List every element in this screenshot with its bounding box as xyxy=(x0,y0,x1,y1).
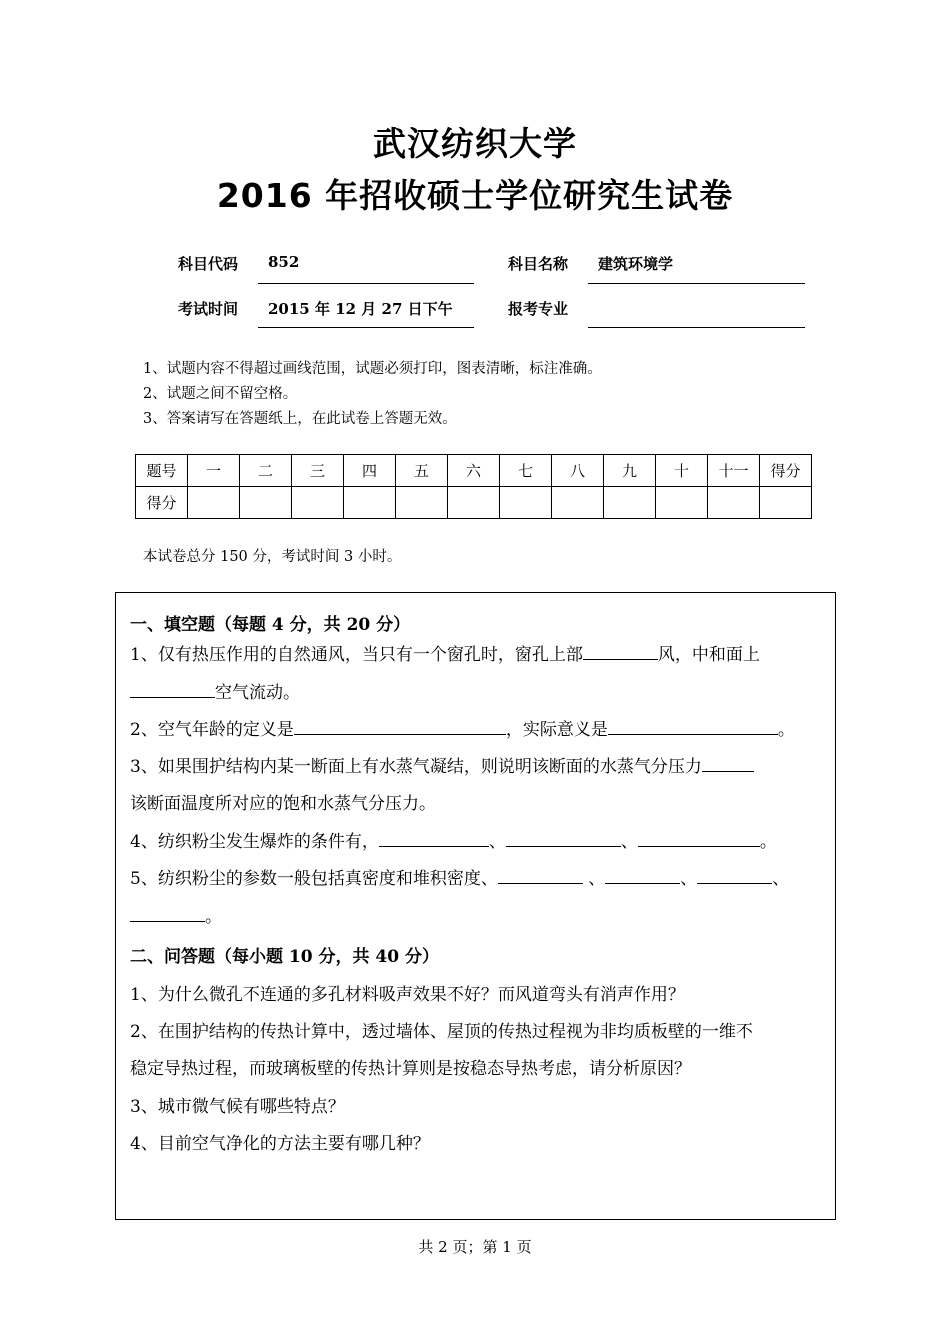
score-header-cell: 四 xyxy=(344,455,396,487)
fill-blank xyxy=(506,829,621,847)
score-cell xyxy=(708,487,760,519)
score-header-cell: 题号 xyxy=(136,455,188,487)
subject-name-underline xyxy=(588,283,805,284)
question-3-line-2 xyxy=(130,789,436,814)
essay-question-1: 1、为什么微孔不连通的多孔材料吸声效果不好？而风道弯头有消声作用？ xyxy=(130,985,685,1005)
score-header-cell: 七 xyxy=(500,455,552,487)
score-cell xyxy=(656,487,708,519)
question-text: 空气流动。 xyxy=(215,683,300,703)
fill-blank xyxy=(498,866,583,884)
note-item: 3、答案请写在答题纸上，在此试卷上答题无效。 xyxy=(143,411,457,427)
essay-question-4: 4、目前空气净化的方法主要有哪几种？ xyxy=(130,1134,430,1154)
score-header-cell: 十 xyxy=(656,455,708,487)
score-cell xyxy=(500,487,552,519)
university-title: 武汉纺织大学 xyxy=(373,124,577,163)
exam-notes xyxy=(143,357,602,432)
section-2-title: 二、问答题（每小题 10 分，共 40 分） xyxy=(130,947,439,967)
score-header-cell: 六 xyxy=(448,455,500,487)
question-text: 。 xyxy=(777,720,795,740)
essay-question-2-line-1: 2、在围护结构的传热计算中，透过墙体、屋顶的传热过程视为非均质板壁的一维不 xyxy=(130,1022,753,1042)
score-header-cell: 二 xyxy=(240,455,292,487)
note-item: 2、试题之间不留空格。 xyxy=(143,386,298,402)
fill-blank xyxy=(130,680,215,698)
score-cell xyxy=(292,487,344,519)
major-label: 报考专业 xyxy=(508,300,569,318)
exam-title: 2016 年招收硕士学位研究生试卷 xyxy=(216,176,734,215)
score-cell xyxy=(760,487,812,519)
fill-blank xyxy=(608,717,778,735)
score-cell xyxy=(604,487,656,519)
essay-question-2-line-2: 稳定导热过程，而玻璃板壁的传热计算则是按稳态导热考虑，请分析原因？ xyxy=(130,1059,691,1079)
major-underline xyxy=(588,327,805,328)
question-text: ，实际意义是 xyxy=(505,720,608,740)
note-item: 1、试题内容不得超过画线范围，试题必须打印，图表清晰，标注准确。 xyxy=(143,361,602,377)
score-header-cell: 五 xyxy=(396,455,448,487)
question-1-line-2 xyxy=(130,678,300,703)
question-text: 、 xyxy=(620,832,638,852)
score-cell xyxy=(240,487,292,519)
fill-blank xyxy=(638,829,760,847)
question-text: 、 xyxy=(488,832,506,852)
subject-name-label: 科目名称 xyxy=(508,255,569,273)
fill-blank xyxy=(702,754,754,772)
question-text: 。 xyxy=(759,832,777,852)
question-1-line-1 xyxy=(130,640,760,665)
score-header-cell: 一 xyxy=(188,455,240,487)
question-text: 1、仅有热压作用的自然通风，当只有一个窗孔时，窗孔上部 xyxy=(130,645,583,665)
question-text: 、 xyxy=(680,869,698,889)
fill-blank xyxy=(294,717,506,735)
question-text: 4、纺织粉尘发生爆炸的条件有， xyxy=(130,832,379,852)
exam-time-value: 2015 年 12 月 27 日下午 xyxy=(268,300,453,318)
score-header-cell: 得分 xyxy=(760,455,812,487)
score-cell xyxy=(396,487,448,519)
question-text: 5、纺织粉尘的参数一般包括真密度和堆积密度、 xyxy=(130,869,498,889)
subject-code-underline xyxy=(258,283,474,284)
total-score-note: 本试卷总分 150 分，考试时间 3 小时。 xyxy=(143,549,402,565)
question-box xyxy=(115,592,836,1220)
subject-name-value: 建筑环境学 xyxy=(598,255,674,273)
essay-question-3: 3、城市微气候有哪些特点？ xyxy=(130,1097,345,1117)
score-cell xyxy=(552,487,604,519)
question-text: 、 xyxy=(582,869,606,889)
exam-time-label: 考试时间 xyxy=(178,300,239,318)
score-row-label: 得分 xyxy=(136,487,188,519)
score-table-score-row xyxy=(136,487,812,519)
score-header-cell: 三 xyxy=(292,455,344,487)
question-3-line-1 xyxy=(130,752,754,777)
section-1-title: 一、填空题（每题 4 分，共 20 分） xyxy=(130,615,411,635)
question-5-line-2 xyxy=(130,902,222,927)
score-cell xyxy=(448,487,500,519)
fill-blank xyxy=(697,866,772,884)
fill-blank xyxy=(605,866,680,884)
question-5-line-1 xyxy=(130,864,789,889)
fill-blank xyxy=(583,642,658,660)
fill-blank xyxy=(130,904,205,922)
subject-code-value: 852 xyxy=(268,253,300,271)
question-text: 3、如果围护结构内某一断面上有水蒸气凝结，则说明该断面的水蒸气分压力 xyxy=(130,757,702,777)
question-text: 该断面温度所对应的饱和水蒸气分压力。 xyxy=(130,794,436,814)
question-text: 、 xyxy=(772,869,790,889)
score-cell xyxy=(188,487,240,519)
score-cell xyxy=(344,487,396,519)
page-footer: 共 2 页；第 1 页 xyxy=(418,1238,532,1256)
score-table xyxy=(135,454,812,519)
score-header-cell: 九 xyxy=(604,455,656,487)
subject-code-label: 科目代码 xyxy=(178,255,239,273)
question-text: 风，中和面上 xyxy=(657,645,760,665)
score-header-cell: 八 xyxy=(552,455,604,487)
fill-blank xyxy=(379,829,489,847)
question-2 xyxy=(130,715,795,740)
score-table-header-row xyxy=(136,455,812,487)
score-header-cell: 十一 xyxy=(708,455,760,487)
exam-time-underline xyxy=(258,327,474,328)
question-text: 2、空气年龄的定义是 xyxy=(130,720,294,740)
question-text: 。 xyxy=(205,907,222,927)
question-4 xyxy=(130,827,777,852)
